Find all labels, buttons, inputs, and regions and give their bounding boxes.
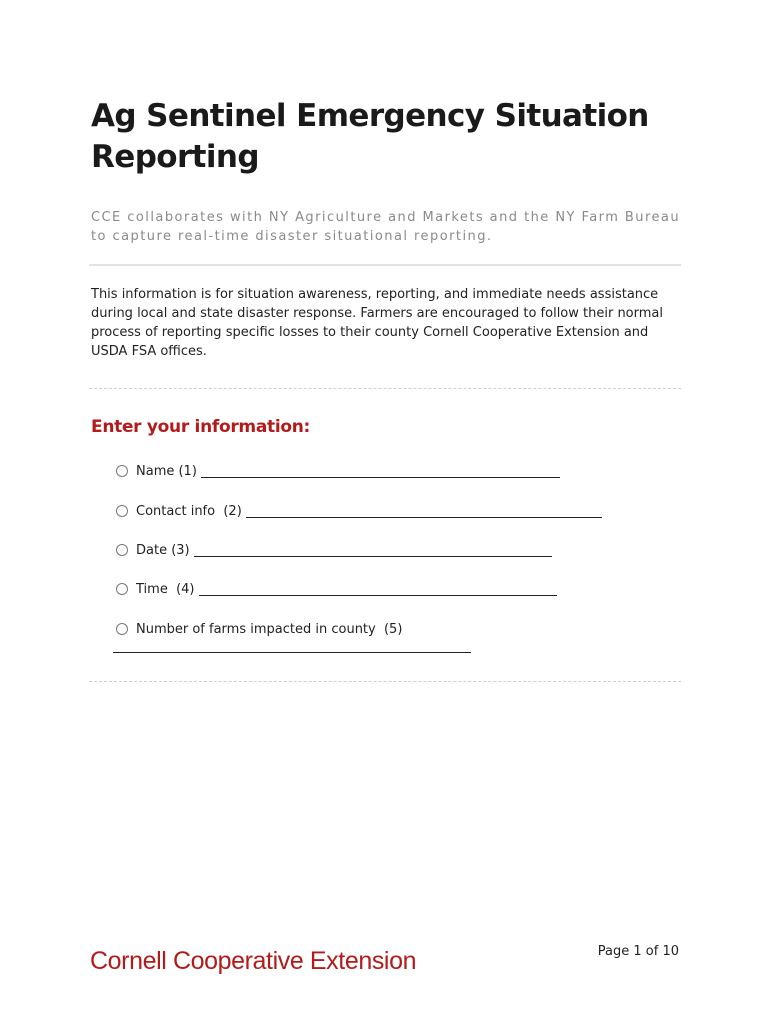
radio-icon[interactable] — [116, 544, 128, 556]
farms-impacted-field-blank[interactable] — [113, 652, 471, 653]
contact-info-field[interactable] — [116, 501, 602, 521]
section-divider-top — [89, 388, 681, 389]
page-number: Page 1 of 10 — [597, 944, 679, 959]
contact-info-field-blank[interactable] — [246, 517, 602, 518]
date-field-label: Date (3) — [136, 542, 190, 558]
section-title: Enter your information: — [91, 417, 311, 437]
radio-icon[interactable] — [116, 465, 128, 477]
section-divider-bottom — [89, 681, 681, 682]
header-divider — [89, 264, 681, 266]
name-field-label: Name (1) — [136, 463, 197, 479]
time-field-label: Time (4) — [136, 581, 195, 597]
farms-impacted-field[interactable] — [116, 619, 402, 639]
intro-paragraph: This information is for situation awareness, reporting, and immediate needs assistance during local and state disaster response. Farmers are encouraged to follow their normal process of reporting specific losses to their county Cornell Cooperative Extension and USDA FSA offices. — [91, 287, 663, 359]
name-field-blank[interactable] — [201, 477, 560, 478]
time-field[interactable] — [116, 579, 557, 599]
radio-icon[interactable] — [116, 505, 128, 517]
page-subtitle: CCE collaborates with NY Agriculture and Markets and the NY Farm Bureau to capture real-time disaster situational reporting. — [91, 210, 681, 244]
time-field-blank[interactable] — [199, 595, 557, 596]
name-field[interactable] — [116, 461, 560, 481]
page-title: Ag Sentinel Emergency Situation Reporting — [91, 98, 649, 175]
contact-info-field-label: Contact info (2) — [136, 503, 242, 519]
date-field-blank[interactable] — [194, 556, 552, 557]
farms-impacted-field-label: Number of farms impacted in county (5) — [136, 621, 403, 637]
radio-icon[interactable] — [116, 583, 128, 595]
footer-brand: Cornell Cooperative Extension — [90, 947, 417, 975]
date-field[interactable] — [116, 540, 552, 560]
radio-icon[interactable] — [116, 623, 128, 635]
